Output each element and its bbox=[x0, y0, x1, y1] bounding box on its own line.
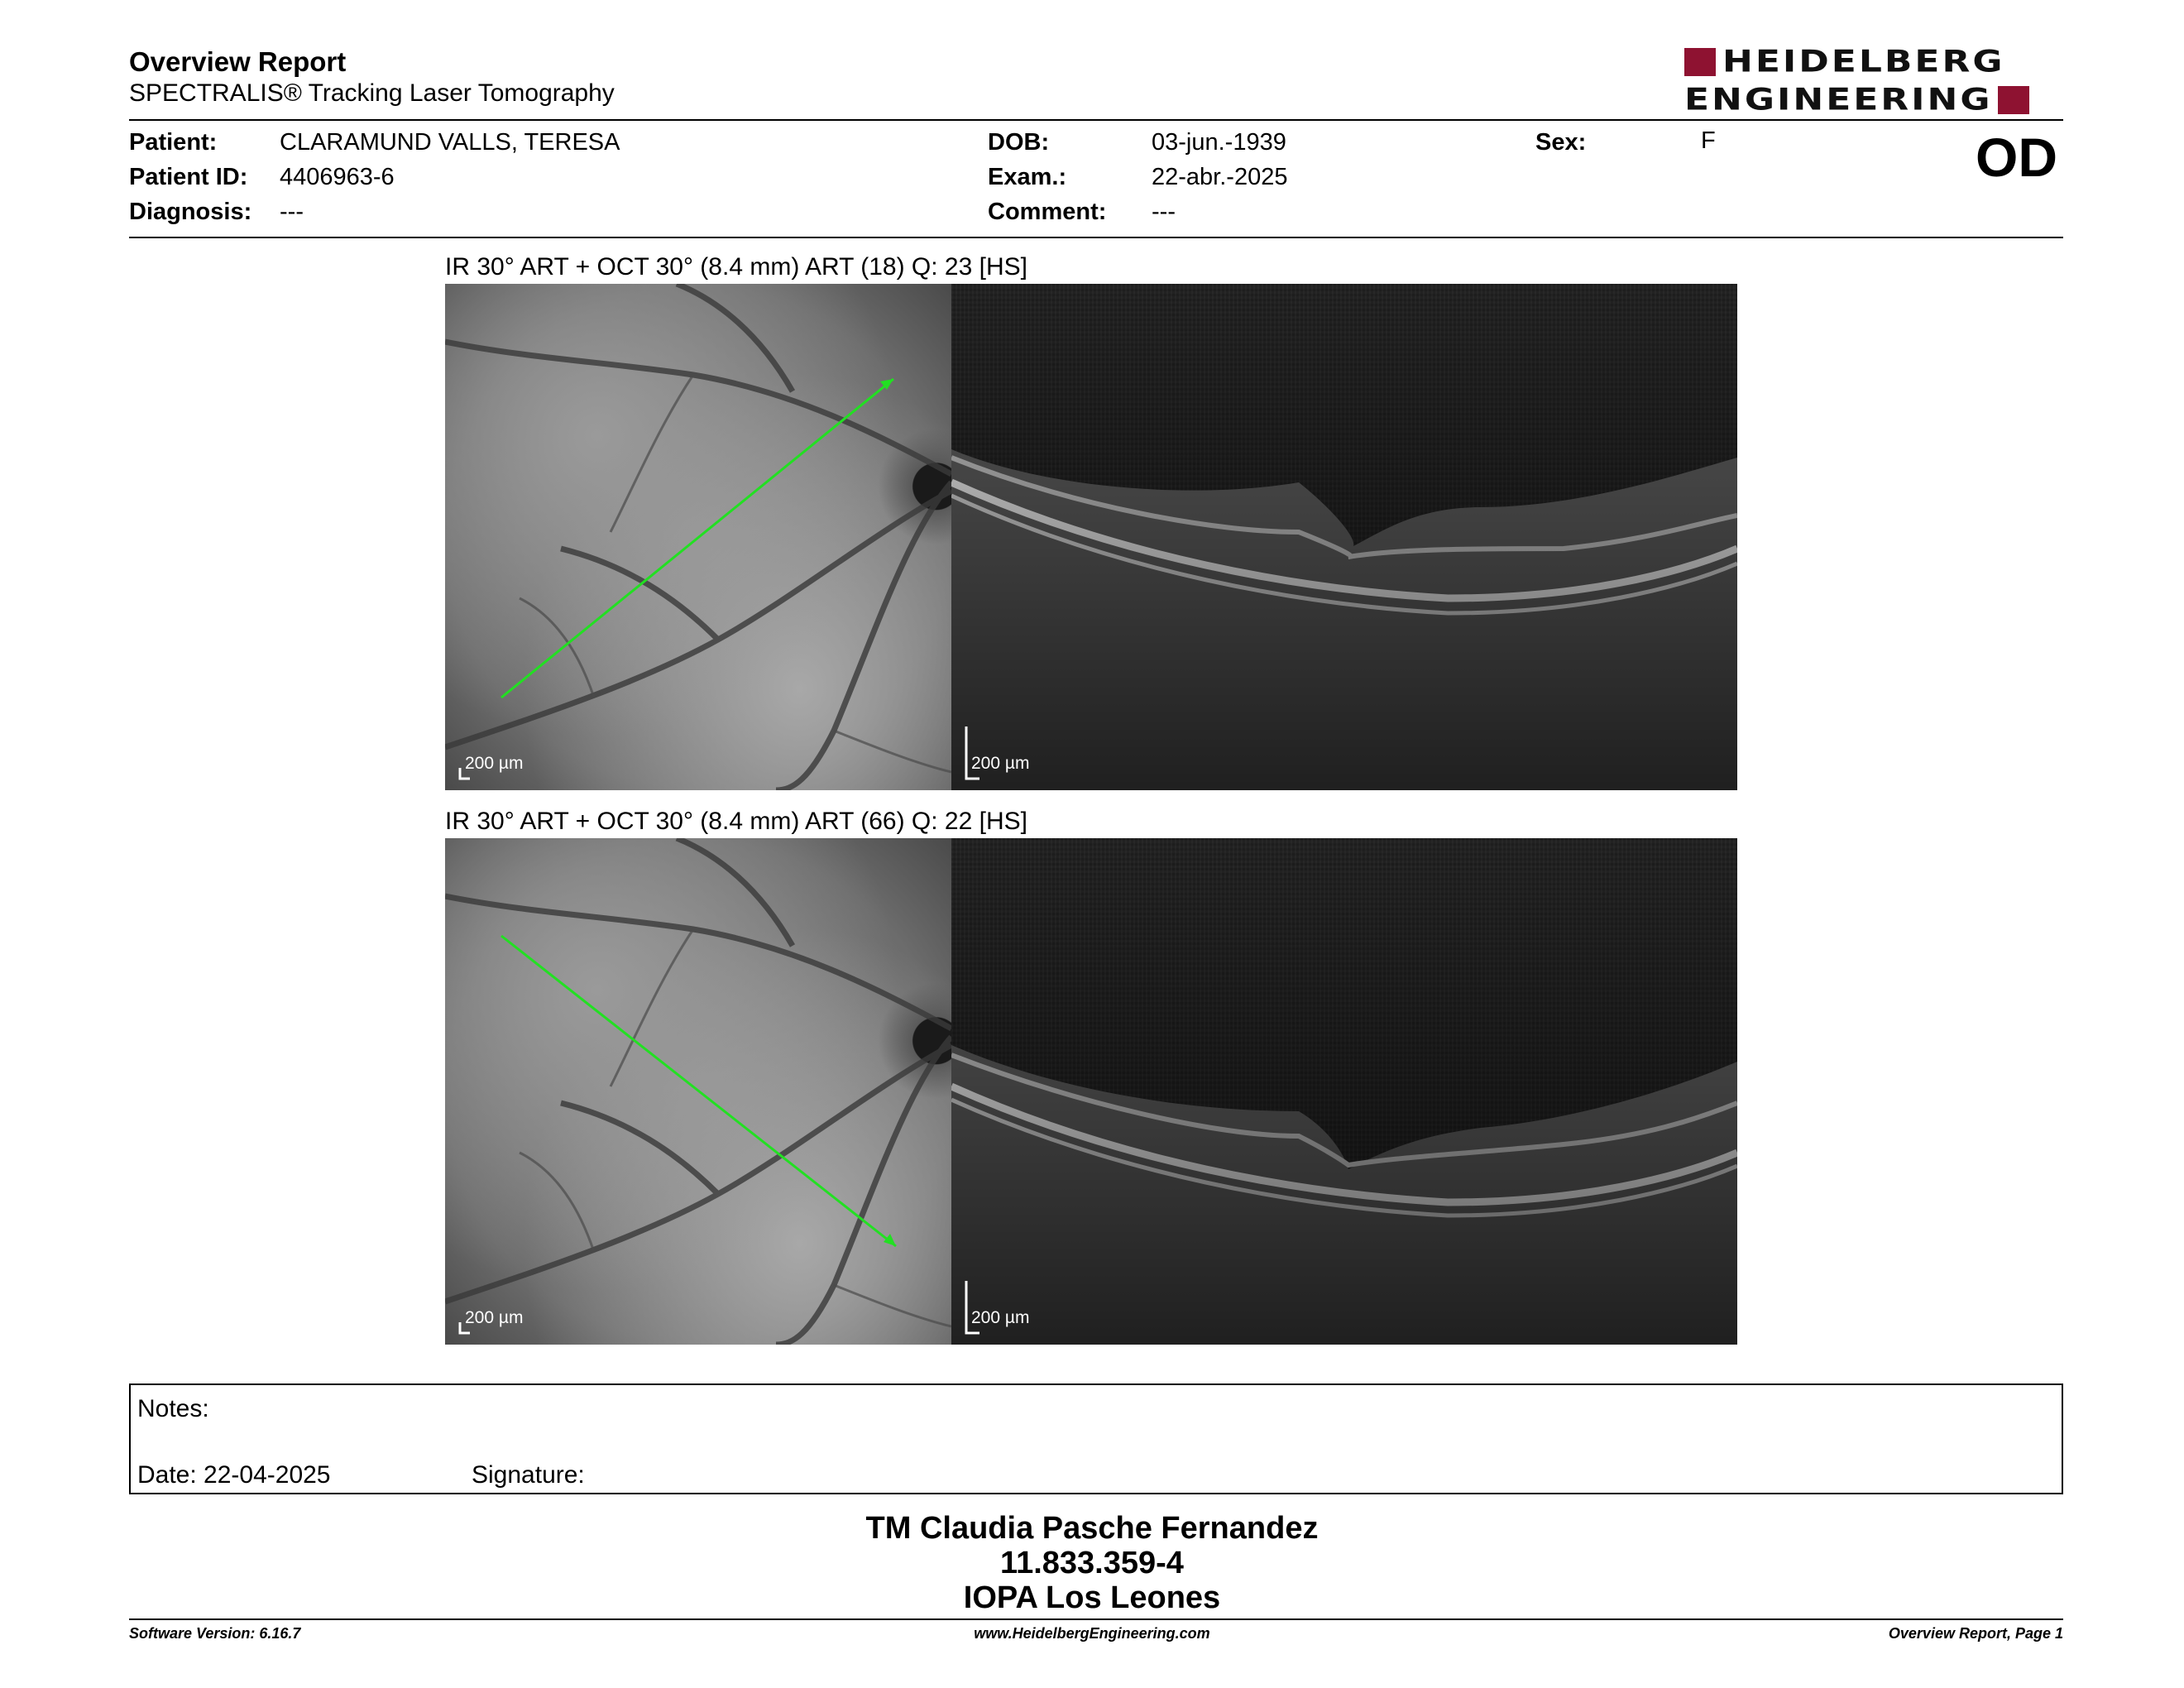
patient-name: CLARAMUND VALLS, TERESA bbox=[280, 129, 620, 156]
patient-label: Patient: bbox=[129, 129, 218, 156]
sex-label: Sex: bbox=[1535, 129, 1587, 156]
sex-value: F bbox=[1701, 127, 1716, 154]
oct-scale-label: 200 µm bbox=[971, 1308, 1030, 1327]
retinal-vessels-graphic bbox=[445, 838, 951, 1345]
oct-bscan-image[interactable] bbox=[951, 838, 1737, 1345]
logo-red-block-icon bbox=[1684, 48, 1716, 76]
exam-value: 22-abr.-2025 bbox=[1152, 164, 1288, 190]
logo-line1: HEIDELBERG bbox=[1722, 44, 2005, 79]
patient-id: 4406963-6 bbox=[280, 164, 395, 190]
notes-box bbox=[129, 1383, 2063, 1494]
software-version: Software Version: 6.16.7 bbox=[129, 1625, 301, 1642]
ir-fundus-image[interactable] bbox=[445, 284, 951, 790]
report-subtitle: SPECTRALIS® Tracking Laser Tomography bbox=[129, 79, 615, 107]
ir-scale-label: 200 µm bbox=[465, 754, 524, 773]
patient-rule bbox=[129, 237, 2063, 238]
comment-label: Comment: bbox=[988, 199, 1107, 225]
scan-line-arrow bbox=[501, 936, 896, 1246]
notes-date: Date: 22-04-2025 bbox=[137, 1461, 331, 1489]
logo-red-block-icon bbox=[1998, 86, 2029, 114]
notes-label: Notes: bbox=[137, 1395, 209, 1422]
signatory-institution: IOPA Los Leones bbox=[963, 1580, 1221, 1615]
diagnosis-label: Diagnosis: bbox=[129, 199, 252, 225]
diagnosis-value: --- bbox=[280, 199, 304, 225]
ir-scale-label: 200 µm bbox=[465, 1308, 524, 1327]
report-title: Overview Report bbox=[129, 46, 347, 77]
arrow-head-icon bbox=[884, 1234, 896, 1246]
logo-line2: ENGINEERING bbox=[1684, 82, 1993, 117]
signatory-name: TM Claudia Pasche Fernandez bbox=[865, 1511, 1319, 1546]
ir-fundus-image[interactable] bbox=[445, 838, 951, 1345]
header-rule bbox=[129, 119, 2063, 121]
oct-bscan-image[interactable] bbox=[951, 284, 1737, 790]
signature-label: Signature: bbox=[472, 1461, 585, 1489]
footer-rule bbox=[129, 1618, 2063, 1620]
dob-value: 03-jun.-1939 bbox=[1152, 129, 1286, 156]
page-info: Overview Report, Page 1 bbox=[1888, 1625, 2063, 1642]
exam-label: Exam.: bbox=[988, 164, 1067, 190]
oct-scale-label: 200 µm bbox=[971, 754, 1030, 773]
patient-id-label: Patient ID: bbox=[129, 164, 248, 190]
scan-title: IR 30° ART + OCT 30° (8.4 mm) ART (18) Q: 23 [HS] bbox=[445, 253, 1027, 281]
oct-layers-graphic bbox=[951, 838, 1737, 1345]
eye-indicator: OD bbox=[1976, 127, 2057, 188]
website-link[interactable]: www.HeidelbergEngineering.com bbox=[974, 1625, 1210, 1642]
dob-label: DOB: bbox=[988, 129, 1050, 156]
scan-title: IR 30° ART + OCT 30° (8.4 mm) ART (66) Q: 22 [HS] bbox=[445, 808, 1027, 835]
heidelberg-logo bbox=[1684, 46, 2065, 117]
signatory-id: 11.833.359-4 bbox=[1000, 1546, 1184, 1580]
retinal-vessels-graphic bbox=[445, 284, 951, 790]
comment-value: --- bbox=[1152, 199, 1176, 225]
oct-layers-graphic bbox=[951, 284, 1737, 790]
